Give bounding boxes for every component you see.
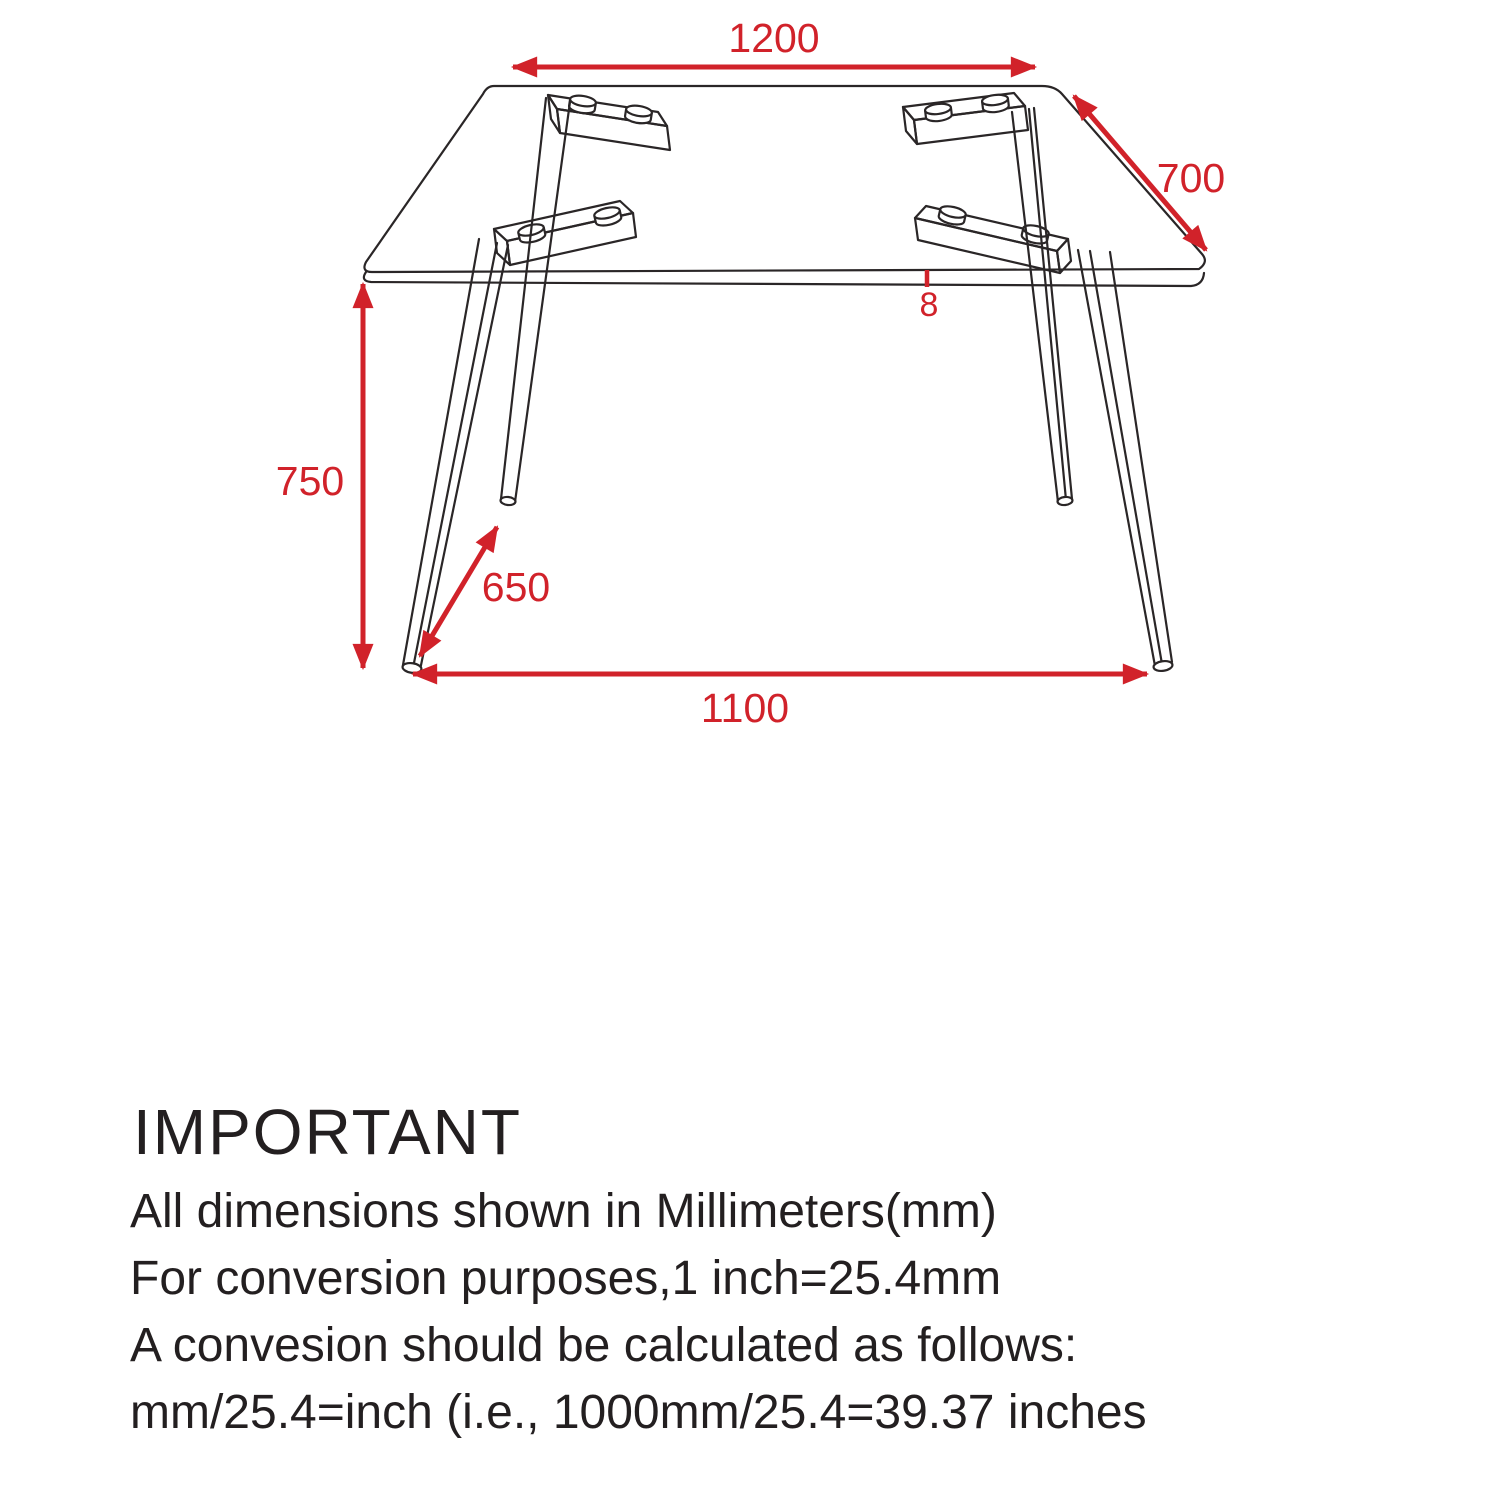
- dimension-height-label: 750: [275, 458, 345, 504]
- notes-line: mm/25.4=inch (i.e., 1000mm/25.4=39.37 inches: [130, 1386, 1147, 1439]
- notes-line: A convesion should be calculated as follows:: [130, 1319, 1078, 1372]
- dimension-top-depth: [1074, 96, 1225, 250]
- leg-back-right: [1012, 108, 1073, 506]
- notes-line: All dimensions shown in Millimeters(mm): [130, 1185, 997, 1238]
- dimension-annotations: [276, 15, 1225, 731]
- dimension-height: [276, 284, 363, 668]
- dimension-top-width-label: 1200: [728, 15, 820, 61]
- dimension-leg-length-label: 650: [481, 564, 551, 610]
- screw-icon: [624, 104, 652, 125]
- glass-top-surface: [364, 86, 1204, 272]
- leg-front-right: [1078, 250, 1173, 672]
- dimension-glass-thickness: [920, 270, 939, 324]
- bracket-front-left: [494, 201, 636, 265]
- dimension-floor-span: [413, 674, 1147, 731]
- dimension-floor-span-label: 1100: [700, 685, 790, 731]
- notes-block: [130, 1096, 1147, 1439]
- dimension-top-depth-label: 700: [1156, 155, 1226, 201]
- screw-icon: [593, 205, 622, 227]
- screw-icon: [981, 93, 1009, 113]
- notes-line: For conversion purposes,1 inch=25.4mm: [130, 1252, 1002, 1305]
- dimension-glass-thickness-label: 8: [919, 286, 939, 324]
- screw-icon: [924, 102, 952, 122]
- dimension-leg-length: [420, 527, 550, 656]
- notes-heading: IMPORTANT: [133, 1096, 522, 1168]
- dimension-top-width: [513, 15, 1035, 67]
- leg-back-left: [500, 98, 570, 506]
- bracket-back-right: [903, 93, 1028, 144]
